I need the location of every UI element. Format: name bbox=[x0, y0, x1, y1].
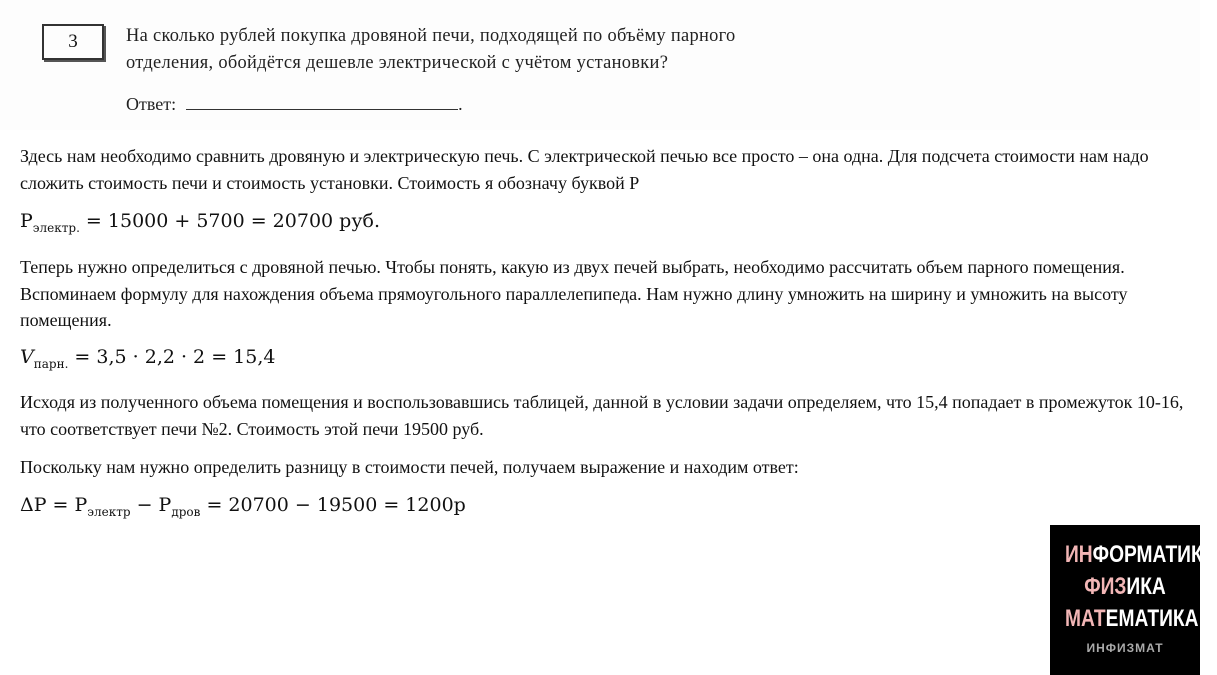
paragraph-4: Поскольку нам нужно определить разницу в стоимости печей, получаем выражение и находим ответ: bbox=[20, 457, 799, 477]
task-question bbox=[126, 22, 736, 76]
logo-text: ЕМАТИКА bbox=[1105, 605, 1199, 632]
formula-volume bbox=[20, 346, 275, 371]
paragraph-3: Исходя из полученного объема помещения и воспользовавшись таблицей, данной в условии задачи определяем, что 15,4 попадает в промежуток 10-16, что соответствует печи №2. Стоимость этой печи 19500 руб. bbox=[20, 392, 1184, 439]
paragraph-2: Теперь нужно определиться с дровяной печью. Чтобы понять, какую из двух печей выбрать, необходимо рассчитать объем парного помещения. Вспоминаем формулу для нахождения объема прямоугольного параллелепипеда. Нам нужно длину умножить на ширину и умножить на высоту помещения. bbox=[20, 257, 1128, 330]
answer-label: Ответ: bbox=[126, 94, 177, 114]
logo-text: ИКА bbox=[1126, 573, 1166, 600]
f-c: = 20700 − 19500 = 1200р bbox=[200, 494, 466, 516]
answer-line bbox=[186, 95, 458, 110]
f-main: V bbox=[20, 346, 34, 368]
f-main: P bbox=[20, 210, 33, 232]
logo-text: ИН bbox=[1065, 541, 1093, 568]
f-rest: = 15000 + 5700 = 20700 руб. bbox=[79, 210, 380, 232]
f-sub: электр bbox=[87, 504, 131, 519]
paragraph-1: Здесь нам необходимо сравнить дровяную и электрическую печь. С электрической печью все просто – она одна. Для подсчета стоимости нам надо сложить стоимость печи и стоимость установки. Стоимость я обозначу буквой Р bbox=[20, 146, 1149, 193]
f-b: − P bbox=[130, 494, 172, 516]
logo-text: ФИЗ bbox=[1084, 573, 1127, 600]
formula-electric bbox=[20, 210, 380, 235]
f-sub: дров bbox=[171, 504, 201, 519]
question-line: На сколько рублей покупка дровяной печи, подходящей по объёму парного bbox=[126, 25, 736, 46]
f-sub: парн. bbox=[33, 356, 69, 371]
logo-bottom-text: ИНФИЗМАТ bbox=[1086, 641, 1164, 655]
infizmat-logo bbox=[1050, 525, 1217, 675]
f-rest: = 3,5 · 2,2 · 2 = 15,4 bbox=[68, 346, 276, 368]
logo-text: МАТ bbox=[1065, 605, 1106, 632]
task-image bbox=[0, 0, 1200, 130]
logo-text: ФОРМАТИКА bbox=[1092, 541, 1217, 568]
f-sub: электр. bbox=[32, 220, 80, 235]
task-number: 3 bbox=[42, 24, 104, 60]
question-line: отделения, обойдётся дешевле электрической с учётом установки? bbox=[126, 52, 669, 73]
f-a: ΔP = P bbox=[20, 494, 88, 516]
formula-difference bbox=[20, 494, 466, 519]
answer-end: . bbox=[458, 94, 463, 114]
answer-field bbox=[126, 94, 463, 115]
